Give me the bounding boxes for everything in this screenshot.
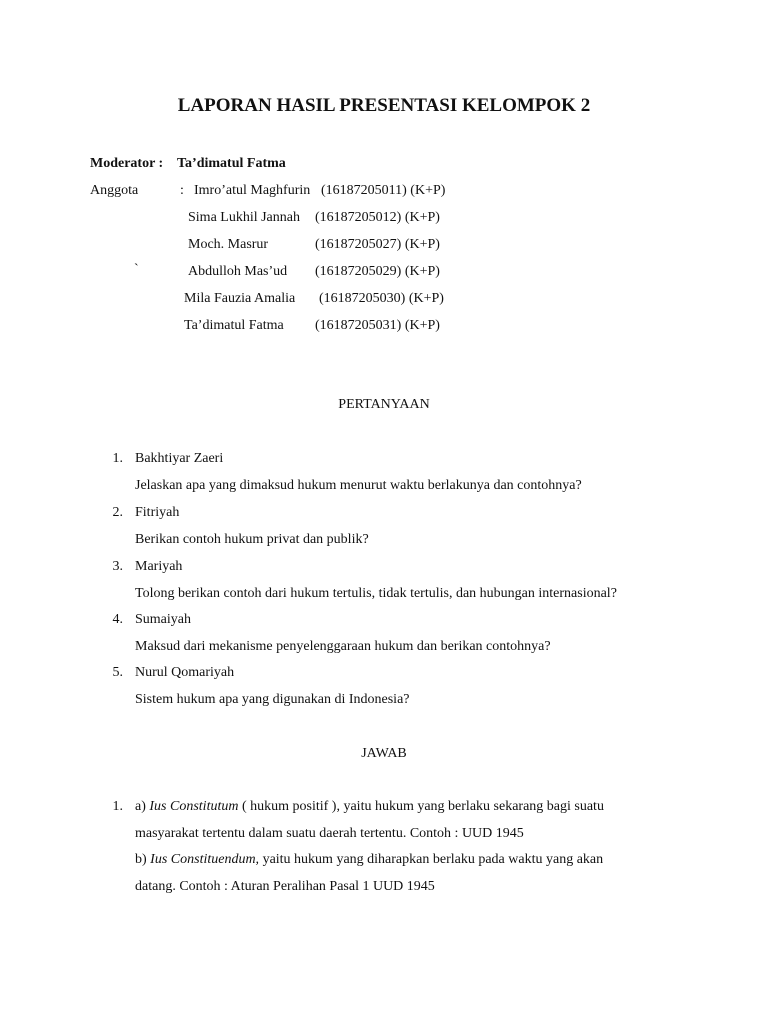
page-title: LAPORAN HASIL PRESENTASI KELOMPOK 2 <box>177 95 591 116</box>
member-nim: (16187205031) (K+P) <box>315 318 440 333</box>
question-text: Sistem hukum apa yang digunakan di Indonesia? <box>135 692 410 707</box>
member-nim: (16187205011) (K+P) <box>321 183 446 198</box>
questioner-name: Nurul Qomariyah <box>135 665 235 680</box>
stray-mark: ` <box>134 262 139 277</box>
list-number: 1. <box>112 451 123 466</box>
member-nim: (16187205027) (K+P) <box>315 237 440 252</box>
list-number: 1. <box>112 799 123 814</box>
answer-a-continuation: masyarakat tertentu dalam suatu daerah tertentu. Contoh : UUD 1945 <box>135 826 524 841</box>
member-name: Abdulloh Mas’ud <box>188 264 288 279</box>
question-text: Maksud dari mekanisme penyelenggaraan hukum dan berikan contohnya? <box>135 639 551 654</box>
anggota-label: Anggota <box>90 183 139 198</box>
list-number: 2. <box>112 505 123 520</box>
questioner-name: Sumaiyah <box>135 612 191 627</box>
questioner-name: Bakhtiyar Zaeri <box>135 451 224 466</box>
list-number: 5. <box>112 665 123 680</box>
list-number: 3. <box>112 559 123 574</box>
questioner-name: Mariyah <box>135 559 183 574</box>
answer-a-prefix: a) <box>135 799 150 814</box>
member-name: Ta’dimatul Fatma <box>184 318 284 333</box>
questioner-name: Fitriyah <box>135 505 180 520</box>
moderator-label: Moderator : <box>90 156 164 171</box>
answer-line-a <box>135 800 604 814</box>
member-nim: (16187205012) (K+P) <box>315 210 440 225</box>
answer-b-continuation: datang. Contoh : Aturan Peralihan Pasal 1 UUD 1945 <box>135 879 435 894</box>
pertanyaan-heading: PERTANYAAN <box>338 397 430 412</box>
member-nim: (16187205029) (K+P) <box>315 264 440 279</box>
member-nim: (16187205030) (K+P) <box>319 291 444 306</box>
answer-b-prefix: b) <box>135 852 151 867</box>
answer-b-term: Ius Constituendum, <box>150 852 260 867</box>
moderator-name: Ta’dimatul Fatma <box>177 156 286 171</box>
answer-a-rest: ( hukum positif ), yaitu hukum yang berlaku sekarang bagi suatu <box>238 799 604 814</box>
question-text: Jelaskan apa yang dimaksud hukum menurut waktu berlakunya dan contohnya? <box>135 478 582 493</box>
answer-a-term: Ius Constitutum <box>149 799 239 814</box>
member-name: Moch. Masrur <box>188 237 269 252</box>
member-name: Sima Lukhil Jannah <box>188 210 300 225</box>
question-text: Berikan contoh hukum privat dan publik? <box>135 532 369 547</box>
member-name: Mila Fauzia Amalia <box>184 291 296 306</box>
question-text: Tolong berikan contoh dari hukum tertulis, tidak tertulis, dan hubungan internasional? <box>135 586 617 601</box>
answer-line-b <box>135 853 603 867</box>
jawab-heading: JAWAB <box>361 746 407 761</box>
answer-b-rest: yaitu hukum yang diharapkan berlaku pada waktu yang akan <box>259 852 604 867</box>
list-number: 4. <box>112 612 123 627</box>
member-name: Imro’atul Maghfurin <box>194 183 311 198</box>
anggota-colon: : <box>180 183 184 198</box>
